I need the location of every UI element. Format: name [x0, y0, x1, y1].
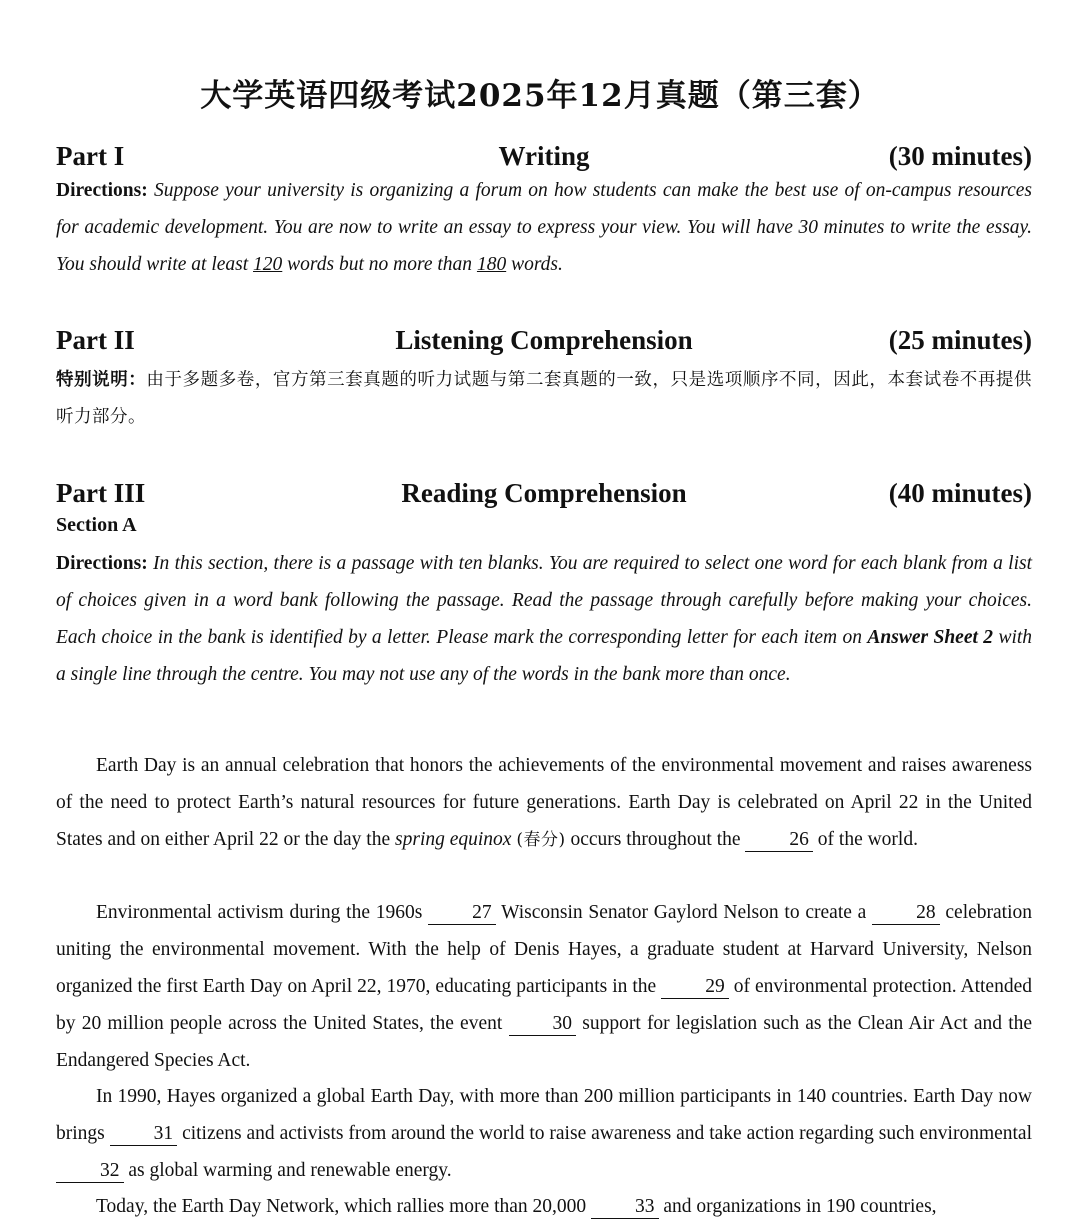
- part1-directions-text-2: words but no more than: [287, 254, 473, 275]
- part3-name: Reading Comprehension: [401, 478, 687, 508]
- part3-time: (40 minutes): [888, 478, 1032, 508]
- passage-text: Today, the Earth Day Network, which rallies more than 20,000: [96, 1196, 587, 1217]
- passage-text: as global warming and renewable energy.: [128, 1160, 452, 1181]
- blank-28[interactable]: 28: [872, 902, 940, 925]
- passage-text: Environmental activism during the 1960s: [96, 902, 423, 923]
- passage-text: Wisconsin Senator Gaylord Nelson to create a: [501, 902, 867, 923]
- passage-paragraph-3: [56, 1078, 1032, 1189]
- part1-max-words: 180: [476, 254, 507, 275]
- passage-text: of environmental protection. Attended by 20 million people across the United States, the event: [56, 976, 1032, 1034]
- passage-paragraph-2: [56, 894, 1032, 1079]
- part2-note-label: 特别说明：: [56, 370, 147, 390]
- page-title: 大学英语四级考试2025年12月真题（第三套）: [200, 78, 880, 114]
- part1-directions: [56, 172, 1032, 283]
- part2-note-text: 由于多题多卷，官方第三套真题的听力试题与第二套真题的一致，只是选项顺序不同，因此，本套试卷不再提供听力部分。: [56, 370, 1033, 427]
- passage-text: support for legislation such as the Clean Air Act and the Endangered Species Act.: [56, 1013, 1033, 1071]
- part3-directions-label: Directions:: [56, 553, 148, 574]
- part1-directions-text-3: words.: [511, 254, 563, 275]
- part3-directions: [56, 545, 1032, 693]
- passage-text: celebration uniting the environmental movement. With the help of Denis Hayes, a graduate student at Harvard University, Nelson organized the first Earth Day on April 22, 1970, educating participants in the: [56, 902, 1033, 997]
- blank-32[interactable]: 32: [56, 1160, 124, 1183]
- passage-text: Earth Day is an annual celebration that honors the achievements of the environmental movement and raises awareness of the need to protect Earth’s natural resources for future generations. Earth Day is celebrated on April 22 in the United States and on either April 22 or the day the: [56, 755, 1032, 850]
- part1-directions-text-1: Suppose your university is organizing a forum on how students can make the best use of on-campus resources for academic development. You are now to write an essay to express your view. You will have 30 minutes to write the essay. You should write at least: [56, 180, 1033, 275]
- blank-30[interactable]: 30: [509, 1013, 577, 1036]
- blank-29[interactable]: 29: [661, 976, 729, 999]
- part3-directions-text-1: In this section, there is a passage with ten blanks. You are required to select one word for each blank from a list of choices given in a word bank following the passage. Read the passage through carefully before making your choices. Each choice in the bank is identified by a letter. Please mark the corresponding letter for each item on: [56, 553, 1033, 648]
- passage-text: and organizations in 190 countries,: [663, 1196, 937, 1217]
- part2-note: [56, 362, 1032, 436]
- part1-directions-label: Directions:: [56, 180, 148, 201]
- part1-name: Writing: [498, 141, 590, 171]
- part3-header: [56, 478, 1032, 514]
- passage-term: spring equinox: [395, 829, 512, 850]
- passage-text: occurs throughout the: [570, 829, 741, 850]
- part2-time: (25 minutes): [888, 325, 1032, 355]
- blank-33[interactable]: 33: [591, 1196, 659, 1219]
- part2-name: Listening Comprehension: [395, 325, 693, 355]
- part1-time: (30 minutes): [888, 141, 1032, 171]
- part1-label: Part I: [56, 141, 125, 171]
- passage-text: In 1990, Hayes organized a global Earth Day, with more than 200 million participants in 140 countries. Earth Day now brings: [56, 1086, 1032, 1144]
- blank-27[interactable]: 27: [428, 902, 496, 925]
- blank-26[interactable]: 26: [745, 829, 813, 852]
- part3-directions-text-2: with a single line through the centre. You may not use any of the words in the bank more than once.: [56, 627, 1033, 685]
- part3-label: Part III: [56, 478, 146, 508]
- blank-31[interactable]: 31: [110, 1123, 178, 1146]
- passage-text: of the world.: [817, 829, 918, 850]
- passage-text: citizens and activists from around the world to raise awareness and take action regarding such environmental: [182, 1123, 1033, 1144]
- answer-sheet-ref: Answer Sheet 2: [867, 627, 994, 648]
- part2-label: Part II: [56, 325, 135, 355]
- passage-paragraph-1: [56, 747, 1032, 859]
- passage-gloss: (春分): [516, 830, 566, 850]
- part1-min-words: 120: [253, 254, 283, 275]
- passage-paragraph-4: [56, 1188, 1032, 1225]
- section-a-label: Section A: [56, 514, 137, 536]
- part2-header: [56, 325, 1032, 361]
